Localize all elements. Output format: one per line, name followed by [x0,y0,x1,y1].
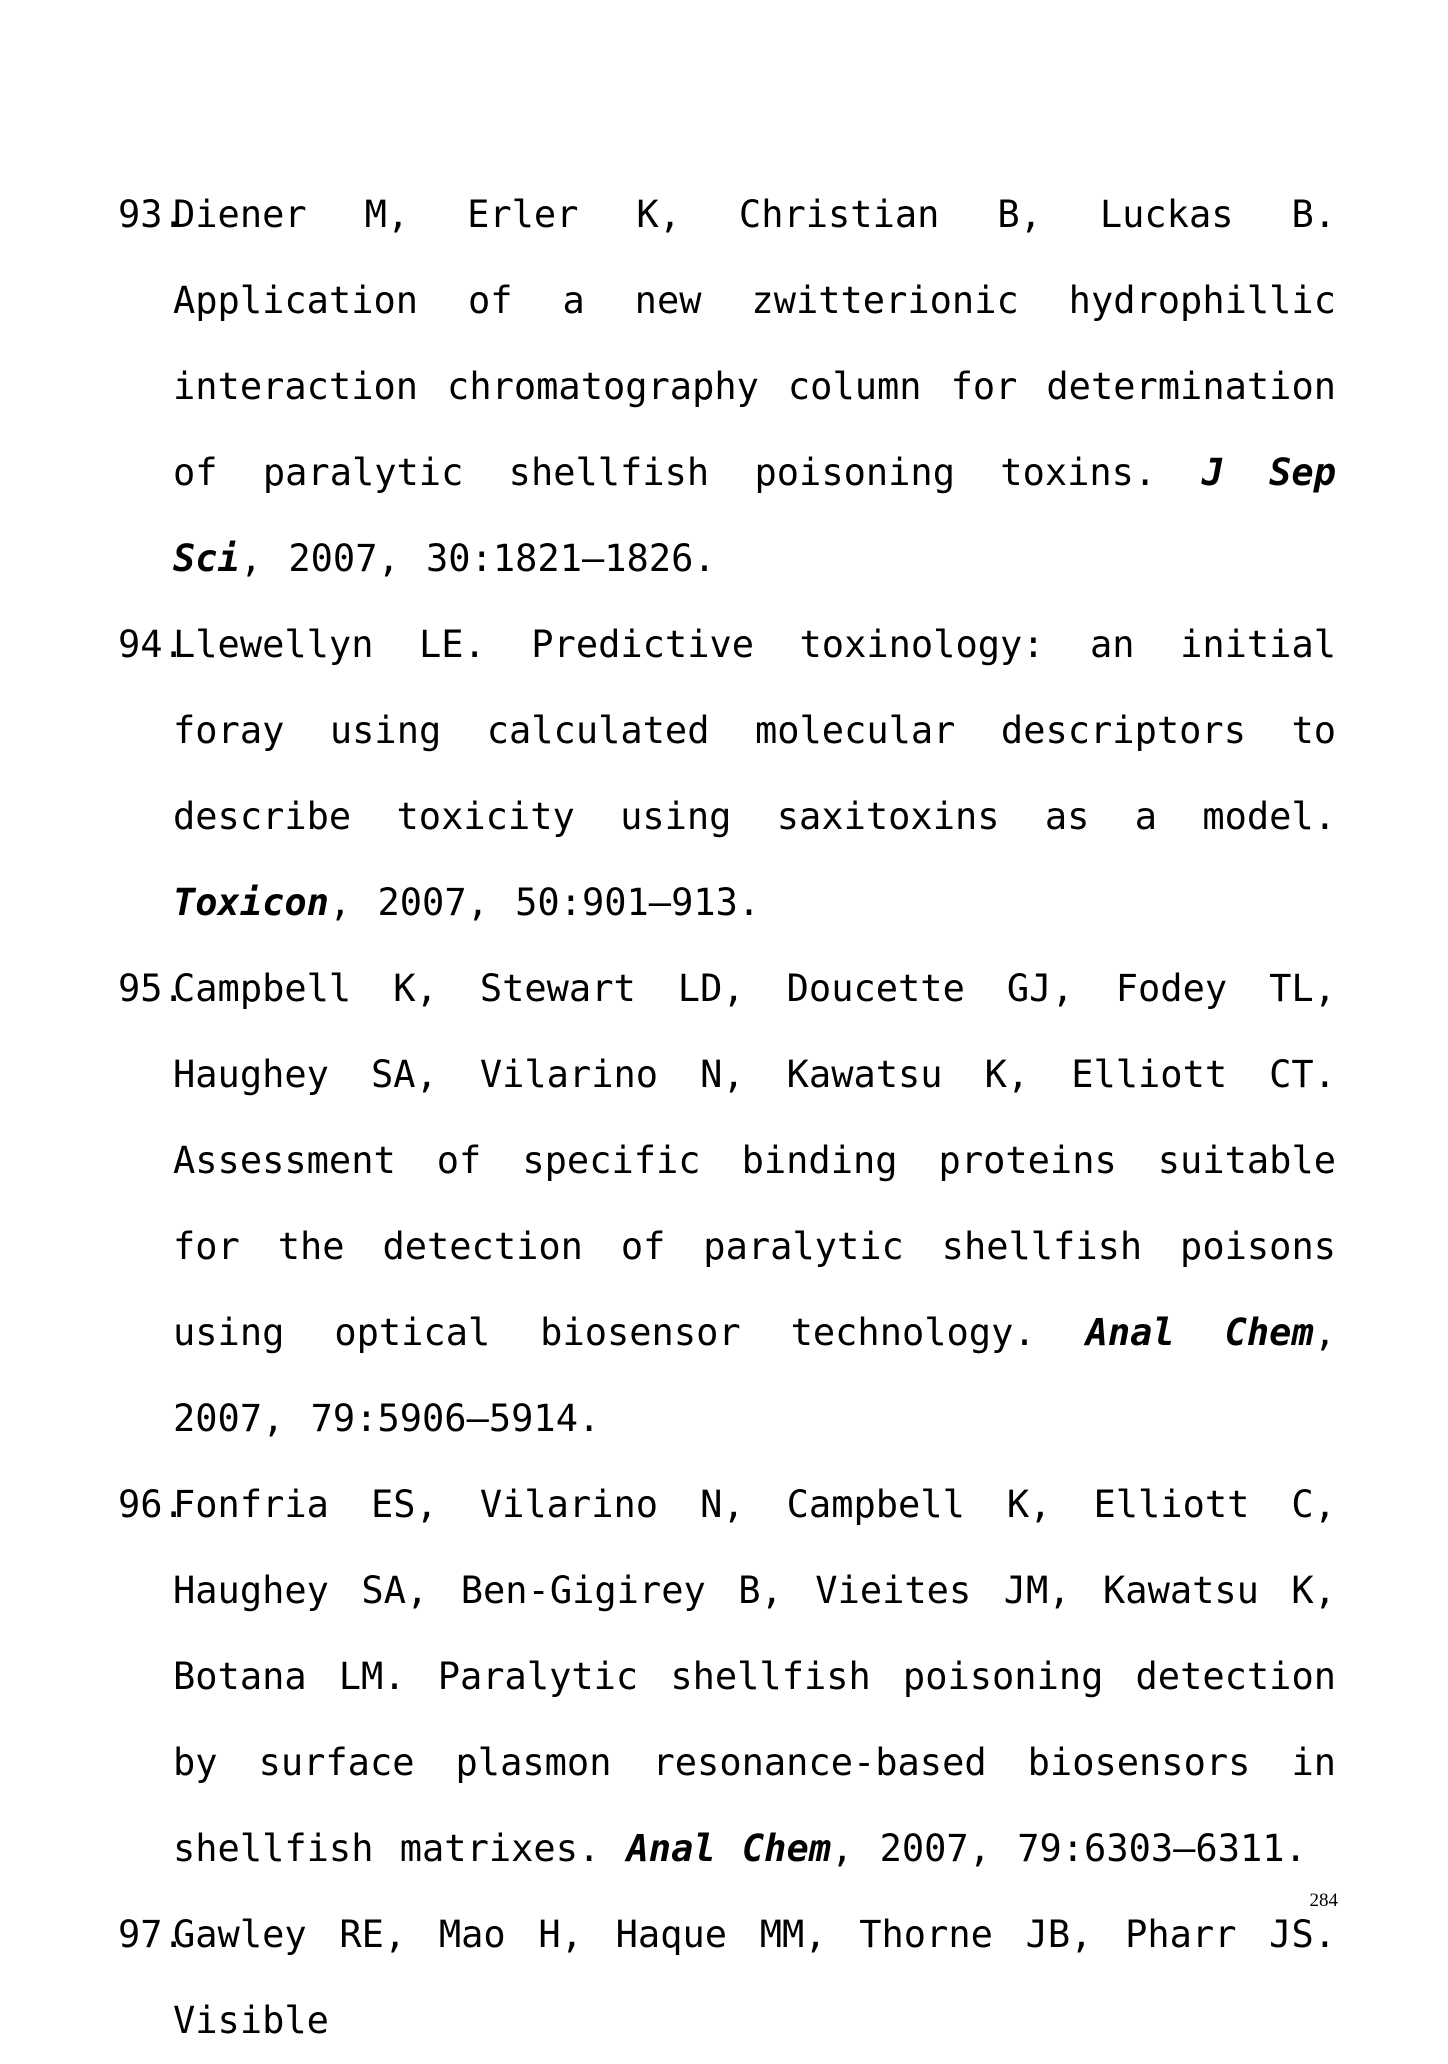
reference-number: 97. [118,1913,185,1956]
reference-number: 95. [118,967,185,1010]
reference-number: 94. [118,623,185,666]
page-number: 284 [1309,1890,1338,1911]
reference-text: Llewellyn LE. Predictive toxinology: an initial foray using calculated molecular descriptors to describe toxicity using saxitoxins as a model. [173,623,1336,838]
reference-text: Gawley RE, Mao H, Haque MM, Thorne JB, Pharr JS. Visible [173,1913,1336,2042]
reference-text: Campbell K, Stewart LD, Doucette GJ, Fodey TL, Haughey SA, Vilarino N, Kawatsu K, Elliott CT. Assessment of specific binding proteins suitable for the detection of paralytic shellfish poisons using optical biosensor technology. [173,967,1336,1354]
reference-citation: , 2007, 79:5906–5914. [173,1311,1337,1440]
reference-text: Fonfria ES, Vilarino N, Campbell K, Elliott C, Haughey SA, Ben-Gigirey B, Vieites JM, Kawatsu K, Botana LM. Paralytic shellfish poisoning detection by surface plasmon resonance-based biosensors in shellfish matrixes. [173,1483,1336,1870]
reference-item-97 [118,1892,1336,2064]
journal-name: Anal Chem [1085,1311,1314,1354]
reference-item-95 [118,946,1336,1462]
reference-item-96 [118,1462,1336,1892]
reference-citation: , 2007, 79:6303–6311. [831,1827,1307,1870]
reference-number: 96. [118,1483,185,1526]
reference-item-93 [118,172,1336,602]
journal-name: J Sep Sci [173,451,1336,580]
reference-number: 93. [118,193,185,236]
reference-text: Diener M, Erler K, Christian B, Luckas B. Application of a new zwitterionic hydrophillic interaction chromatography column for determination of paralytic shellfish poisoning toxins. [173,193,1336,494]
reference-item-94 [118,602,1336,946]
journal-name: Anal Chem [626,1827,832,1870]
journal-name: Toxicon [173,881,329,924]
reference-citation: , 2007, 50:901–913. [328,881,761,924]
reference-citation: , 2007, 30:1821–1826. [239,537,716,580]
reference-list [118,172,1336,2064]
